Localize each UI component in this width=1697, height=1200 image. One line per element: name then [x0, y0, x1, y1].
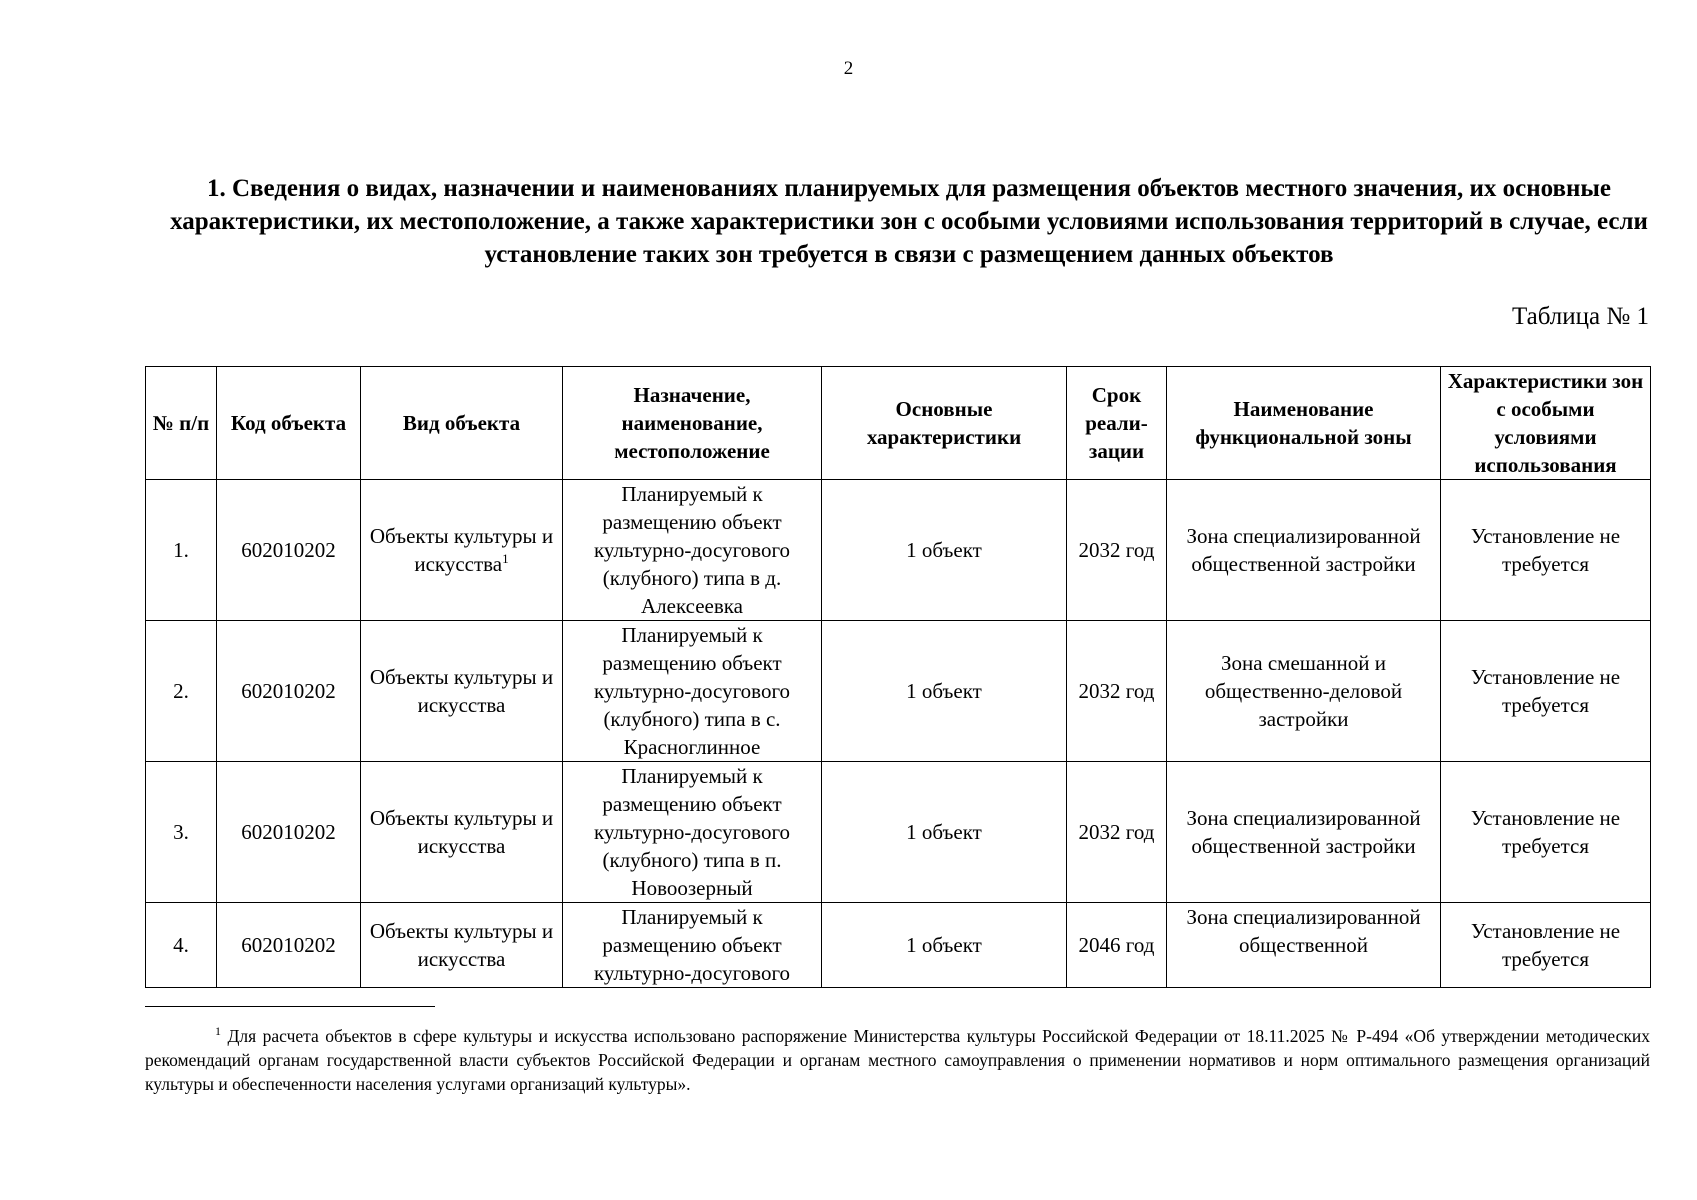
cell-purpose: Планируемый к размещению объект культурно-досугового (клубного) типа в п. Новоозерный: [563, 762, 822, 903]
cell-purpose: Планируемый к размещению объект культурно-досугового (клубного) типа в д. Алексеевка: [563, 480, 822, 621]
cell-characteristics: 1 объект: [822, 480, 1067, 621]
page-number: 2: [843, 58, 854, 79]
cell-characteristics: 1 объект: [822, 903, 1067, 988]
cell-code: 602010202: [217, 480, 361, 621]
cell-purpose: Планируемый к размещению объект культурно-досугового (клубного) типа в с. Красноглинное: [563, 621, 822, 762]
footnote-marker: 1: [215, 1024, 221, 1039]
cell-zone-text: Зона специализированной общественной: [1186, 905, 1421, 957]
cell-type: Объекты культуры и искусства: [361, 621, 563, 762]
cell-zone: Зона специализированной общественной застройки: [1167, 480, 1441, 621]
header-zone: Наименование функциональной зоны: [1167, 367, 1441, 480]
section-title: 1. Сведения о видах, назначении и наименованиях планируемых для размещения объектов местного значения, их основные характеристики, их местоположение, а также характеристики зон с особыми условиями использования территорий в случае, если установление таких зон требуется в связи с размещением данных объектов: [170, 175, 1648, 268]
header-type: Вид объекта: [361, 367, 563, 480]
header-characteristics: Основные характеристики: [822, 367, 1067, 480]
cell-code: 602010202: [217, 762, 361, 903]
cell-purpose-text: Планируемый к размещению объект культурно-досугового: [593, 905, 791, 985]
cell-type: Объекты культуры и искусства: [361, 762, 563, 903]
cell-num: 1.: [146, 480, 217, 621]
cell-code: 602010202: [217, 621, 361, 762]
header-special-zones: Характеристики зон с особыми условиями использования: [1441, 367, 1651, 480]
header-code: Код объекта: [217, 367, 361, 480]
cell-characteristics: 1 объект: [822, 762, 1067, 903]
footnote: [145, 1024, 1650, 1096]
cell-characteristics: 1 объект: [822, 621, 1067, 762]
cell-special-zones: Установление не требуется: [1441, 903, 1651, 988]
cell-zone: [1167, 903, 1441, 988]
cell-type: Объекты культуры и искусства: [361, 903, 563, 988]
table-header-row: [146, 367, 1651, 480]
cell-term: 2046 год: [1067, 903, 1167, 988]
header-purpose: Назначение, наименование, местоположение: [563, 367, 822, 480]
table-row: [146, 903, 1651, 988]
cell-zone: Зона специализированной общественной застройки: [1167, 762, 1441, 903]
cell-term: 2032 год: [1067, 480, 1167, 621]
cell-special-zones: Установление не требуется: [1441, 480, 1651, 621]
cell-code: 602010202: [217, 903, 361, 988]
header-term: Срок реали-зации: [1067, 367, 1167, 480]
cell-special-zones: Установление не требуется: [1441, 621, 1651, 762]
cell-term: 2032 год: [1067, 762, 1167, 903]
table-row: [146, 762, 1651, 903]
footnote-separator: [145, 1006, 435, 1007]
cell-special-zones: Установление не требуется: [1441, 762, 1651, 903]
cell-purpose: [563, 903, 822, 988]
cell-num: 4.: [146, 903, 217, 988]
cell-num: 2.: [146, 621, 217, 762]
footnote-reference: 1: [502, 551, 509, 566]
table-row: [146, 480, 1651, 621]
table-label: Таблица № 1: [1511, 303, 1649, 330]
objects-table: [145, 366, 1651, 988]
cell-type-text: Объекты культуры и искусства: [369, 524, 554, 576]
cell-num: 3.: [146, 762, 217, 903]
cell-term: 2032 год: [1067, 621, 1167, 762]
header-num: № п/п: [146, 367, 217, 480]
table-row: [146, 621, 1651, 762]
cell-zone: Зона смешанной и общественно-деловой застройки: [1167, 621, 1441, 762]
footnote-text: Для расчета объектов в сфере культуры и искусства использовано распоряжение Министерства культуры Российской Федерации от 18.11.2025 № Р-494 «Об утверждении методических рекомендаций органам государственной власти субъектов Российской Федерации и органам местного самоуправления о применении нормативов и норм оптимального размещения организаций культуры и обеспеченности населения услугами организаций культуры».: [145, 1026, 1650, 1094]
cell-type: [361, 480, 563, 621]
